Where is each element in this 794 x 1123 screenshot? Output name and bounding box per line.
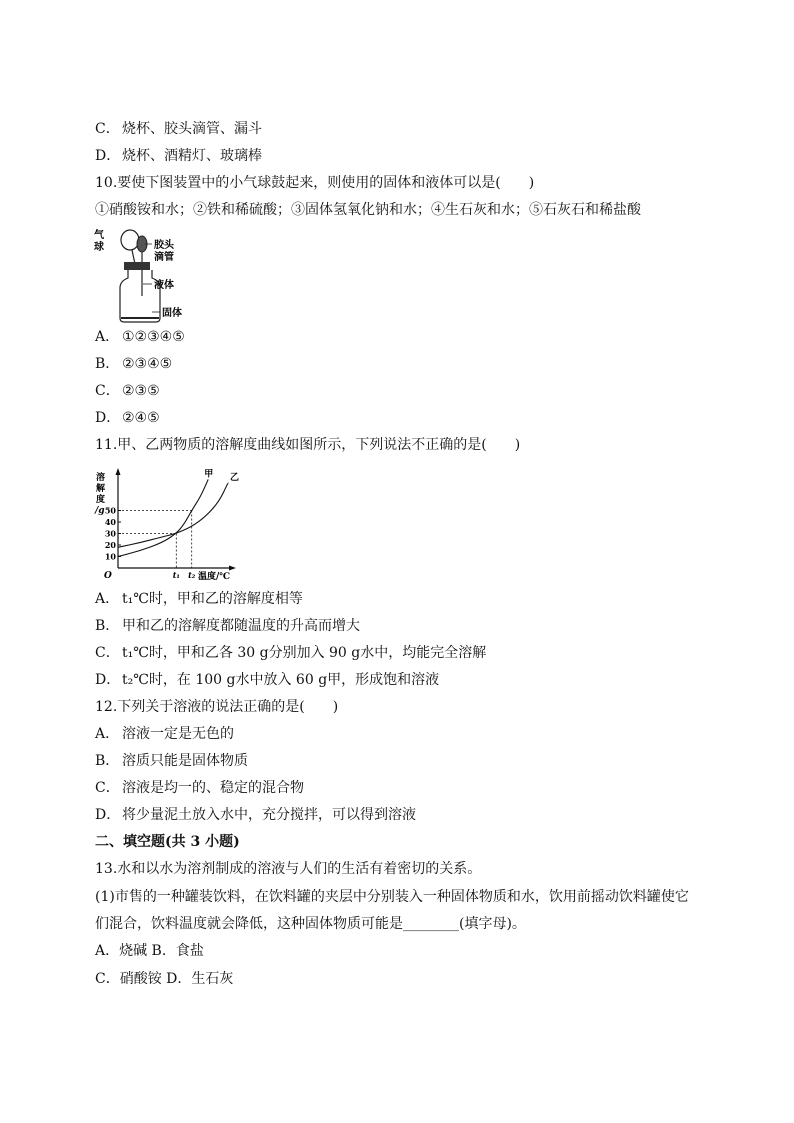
q10-stem: 10.要使下图装置中的小气球鼓起来，则使用的固体和液体可以是( ): [95, 175, 535, 191]
balloon-tube: [132, 250, 135, 264]
option-text: ②③⑤: [122, 383, 160, 399]
option-label: A．: [95, 591, 120, 607]
series-label-jia: 甲: [204, 469, 214, 480]
y-tick-label-20: 20: [104, 540, 116, 550]
q11-option-b: [95, 616, 360, 636]
option-label: A．: [95, 329, 120, 345]
option-text: 溶质只能是固体物质: [122, 753, 248, 769]
option-text: ②③④⑤: [122, 356, 173, 372]
y-axis-label-4: /g: [95, 506, 105, 516]
option-label: B．: [95, 356, 120, 372]
q10-option-c: [95, 381, 160, 401]
option-label: D．: [95, 672, 121, 688]
q12-option-a: [95, 724, 234, 744]
option-label: D．: [95, 148, 121, 164]
y-tick-label-30: 30: [104, 528, 116, 539]
option-label: A．: [95, 726, 120, 742]
bottle-stopper: [124, 262, 150, 270]
option-label: C．: [95, 645, 120, 661]
q11-option-c: [95, 643, 486, 663]
option-text: t₁℃时，甲和乙的溶解度相等: [122, 591, 303, 607]
option-text: 烧杯、酒精灯、玻璃棒: [122, 148, 262, 164]
liquid-label: 液体: [154, 280, 174, 291]
dropper-label-2: 滴管: [154, 252, 174, 263]
option-text: 甲和乙的溶解度都随温度的升高而增大: [122, 618, 360, 634]
series-label-yi: 乙: [230, 472, 240, 483]
option-label: C．: [95, 121, 120, 137]
q9-option-d: [95, 146, 262, 166]
balloon-label-1: 气: [94, 230, 104, 241]
solid-label: 固体: [162, 308, 182, 319]
q12-option-b: [95, 751, 248, 771]
x-axis-label: 温度/℃: [198, 572, 231, 582]
option-label: D．: [95, 807, 121, 823]
y-axis-label-2: 解: [96, 484, 106, 494]
y-axis-label-3: 度: [96, 495, 106, 505]
origin-label: O: [104, 571, 112, 581]
q11-option-d: [95, 670, 439, 690]
option-text: ①②③④⑤: [122, 329, 185, 345]
y-tick-label-50: 50: [104, 505, 116, 516]
q10-option-d: [95, 408, 160, 428]
option-label: B．: [95, 618, 120, 634]
q12-option-d: [95, 805, 416, 825]
balloon-apparatus-figure: [92, 226, 202, 326]
series-line-yi: [118, 483, 228, 547]
q10-choices: ①硝酸铵和水；②铁和稀硫酸；③固体氢氧化钠和水；④生石灰和水；⑤石灰石和稀盐酸: [95, 202, 641, 218]
q9-option-c: [95, 119, 262, 139]
y-axis-label-1: 溶: [96, 473, 106, 483]
y-axis-arrow: [116, 468, 121, 475]
option-label: C．: [95, 383, 120, 399]
q13-options-line1: A．烧碱 B．食盐: [95, 943, 204, 959]
q13-part1-line1: (1)市售的一种罐装饮料，在饮料罐的夹层中分别装入一种固体物质和水，饮用前摇动饮料罐使它: [95, 889, 689, 905]
balloon-icon: [121, 230, 139, 250]
q10-option-a: [95, 327, 185, 347]
option-label: B．: [95, 753, 120, 769]
bottle-outline: [120, 270, 160, 322]
x-tick-label-2: t₂: [188, 570, 196, 580]
x-tick-label-1: t₁: [172, 570, 180, 580]
y-tick-label-40: 40: [104, 517, 116, 527]
option-text: 溶液是均一的、稳定的混合物: [122, 780, 304, 796]
x-axis-arrow: [229, 566, 236, 571]
option-text: t₂℃时，在 100 g水中放入 60 g甲，形成饱和溶液: [122, 672, 440, 688]
dropper-label-1: 胶头: [154, 240, 174, 251]
option-label: C．: [95, 780, 120, 796]
solubility-chart: [92, 462, 242, 582]
balloon-label-2: 球: [94, 242, 104, 253]
section-title: 二、填空题(共 3 小题): [95, 834, 240, 850]
option-text: 将少量泥土放入水中，充分搅拌，可以得到溶液: [122, 807, 416, 823]
q13-stem: 13.水和以水为溶剂制成的溶液与人们的生活有着密切的关系。: [95, 861, 482, 877]
q12-option-c: [95, 778, 304, 798]
q13-options-line2: C．硝酸铵 D．生石灰: [95, 971, 234, 987]
q11-option-a: [95, 589, 303, 609]
option-text: 烧杯、胶头滴管、漏斗: [122, 121, 262, 137]
q11-stem: 11.甲、乙两物质的溶解度曲线如图所示，下列说法不正确的是( ): [95, 437, 521, 453]
q10-option-b: [95, 354, 172, 374]
option-text: 溶液一定是无色的: [122, 726, 234, 742]
option-label: D．: [95, 410, 121, 426]
y-tick-label-10: 10: [104, 551, 116, 562]
q12-stem: 12.下列关于溶液的说法正确的是( ): [95, 699, 339, 715]
option-text: t₁℃时，甲和乙各 30 g分别加入 90 g水中，均能完全溶解: [122, 645, 487, 661]
option-text: ②④⑤: [122, 410, 160, 426]
q13-part1-line2: 们混合，饮料温度就会降低，这种固体物质可能是________(填字母)。: [95, 916, 526, 932]
